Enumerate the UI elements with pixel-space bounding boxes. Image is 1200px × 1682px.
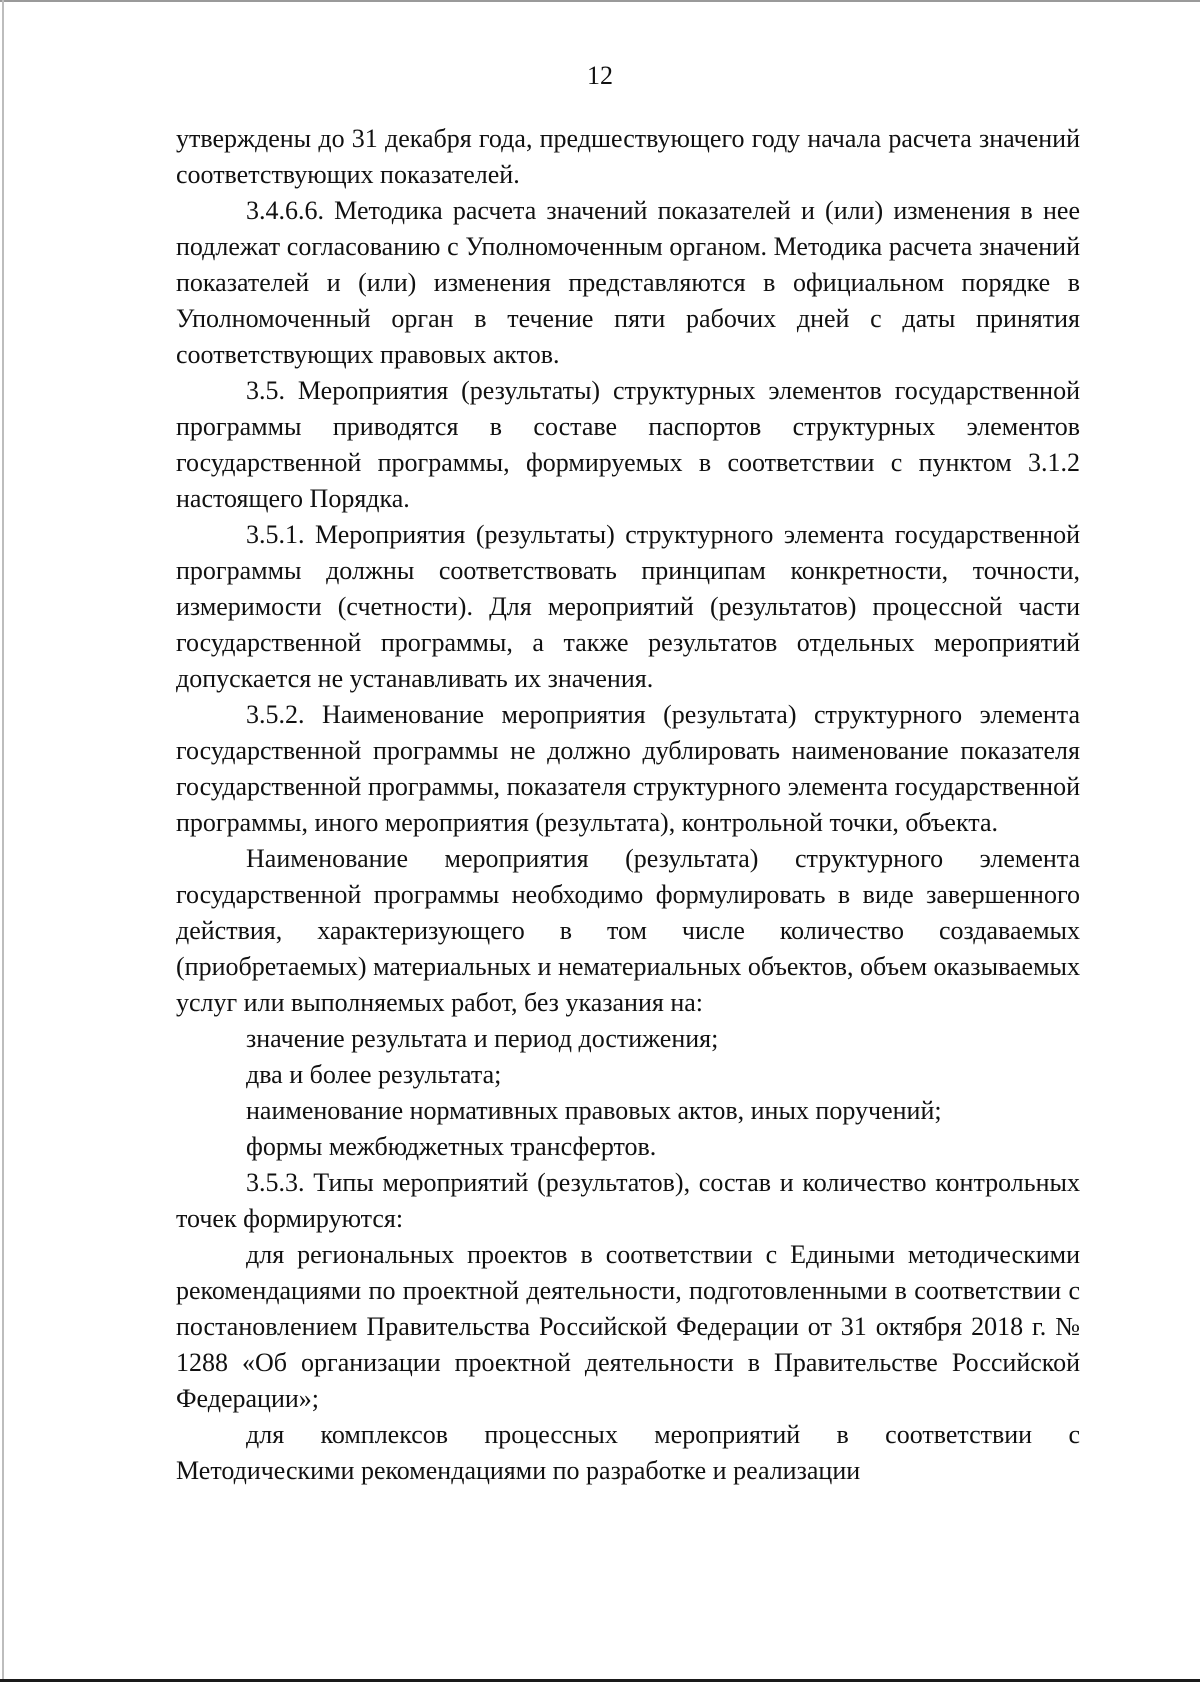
paragraph-3-5-3: 3.5.3. Типы мероприятий (результатов), состав и количество контрольных точек формируются: bbox=[176, 1168, 1080, 1233]
list-item-two-results: два и более результата; bbox=[246, 1060, 502, 1089]
paragraph-3-5-1: 3.5.1. Мероприятия (результаты) структурного элемента государственной программы должны соответствовать принципам конкретности, точности, измеримости (счетности). Для мероприятий (результатов) процессной части государственной программы, а также результатов отдельных мероприятий допускается не устанавливать их значения. bbox=[176, 520, 1080, 693]
paragraph-3-4-6-6: 3.4.6.6. Методика расчета значений показателей и (или) изменения в нее подлежат согласованию с Уполномоченным органом. Методика расчета значений показателей и (или) изменения представляются в официальном порядке в Уполномоченный орган в течение пяти рабочих дней с даты принятия соответствующих правовых актов. bbox=[176, 196, 1080, 369]
paragraph-naming-rules: Наименование мероприятия (результата) структурного элемента государственной программы необходимо формулировать в виде завершенного действия, характеризующего в том числе количество создаваемых (приобретаемых) материальных и нематериальных объектов, объем оказываемых услуг или выполняемых работ, без указания на: bbox=[176, 844, 1080, 1017]
list-item-transfers: формы межбюджетных трансфертов. bbox=[246, 1132, 657, 1161]
page-edge-top bbox=[0, 0, 1200, 2]
page-number: 12 bbox=[587, 61, 613, 90]
paragraph-3-5-2: 3.5.2. Наименование мероприятия (результата) структурного элемента государственной программы не должно дублировать наименование показателя государственной программы, показателя структурного элемента государственной программы, иного мероприятия (результата), контрольной точки, объекта. bbox=[176, 700, 1080, 837]
page-edge-left bbox=[2, 0, 4, 1682]
document-body bbox=[176, 121, 1080, 1489]
paragraph-continuation: утверждены до 31 декабря года, предшествующего году начала расчета значений соответствующих показателей. bbox=[176, 124, 1080, 189]
list-item-result-value: значение результата и период достижения; bbox=[246, 1024, 719, 1053]
paragraph-process-complexes: для комплексов процессных мероприятий в соответствии с Методическими рекомендациями по разработке и реализации bbox=[176, 1420, 1080, 1485]
paragraph-regional-projects: для региональных проектов в соответствии с Едиными методическими рекомендациями по проектной деятельности, подготовленными в соответствии с постановлением Правительства Российской Федерации от 31 октября 2018 г. № 1288 «Об организации проектной деятельности в Правительстве Российской Федерации»; bbox=[176, 1240, 1080, 1413]
paragraph-3-5: 3.5. Мероприятия (результаты) структурных элементов государственной программы приводятся в составе паспортов структурных элементов государственной программы, формируемых в соответствии с пунктом 3.1.2 настоящего Порядка. bbox=[176, 376, 1080, 513]
list-item-legal-acts: наименование нормативных правовых актов, иных поручений; bbox=[246, 1096, 942, 1125]
